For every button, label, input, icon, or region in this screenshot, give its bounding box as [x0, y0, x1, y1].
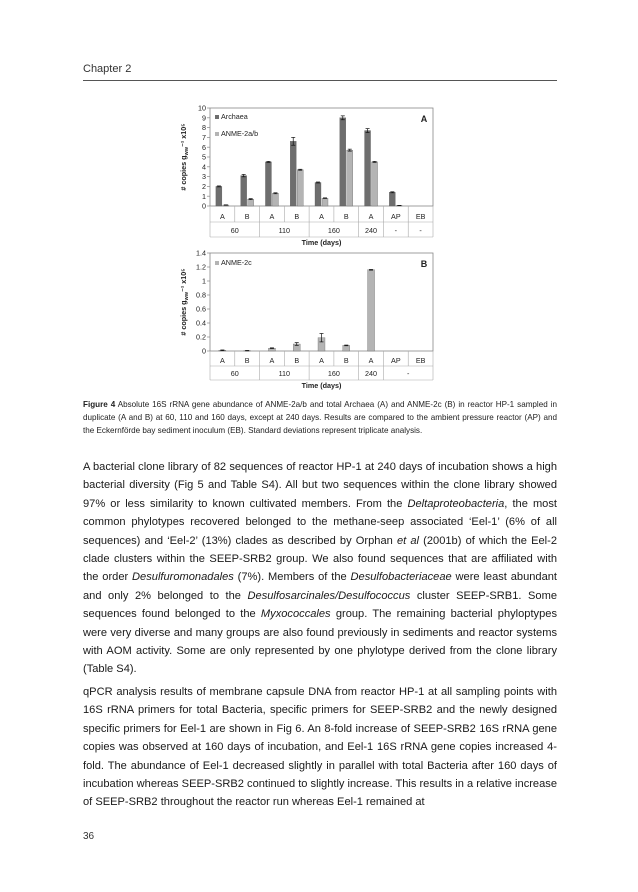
- category-label: A: [368, 212, 374, 221]
- legend-swatch: [215, 115, 219, 119]
- group-label: 110: [278, 369, 291, 378]
- category-label: A: [319, 356, 324, 365]
- category-label: B: [244, 212, 250, 221]
- y-tick-label: 7: [202, 133, 206, 142]
- group-label: 240: [365, 226, 378, 235]
- text-run-italic: et al: [396, 534, 420, 547]
- text-run: group. The remaining bacterial phyloptypes were very diverse and many groups are also found previously in sediments and reactor systems with AOM activity. Some are only represented by one phylotype derived from the clone library (Table S4).: [83, 608, 557, 676]
- chapter-header: Chapter 2: [83, 63, 132, 75]
- y-tick-label: 3: [202, 172, 206, 182]
- chart-a: [0, 95, 638, 255]
- bar: [389, 192, 395, 206]
- y-axis-label: # copies $g_{ww}^{-1}$ x10⁵: [179, 268, 190, 336]
- y-tick-label: 0.8: [196, 290, 206, 300]
- y-tick-label: 0: [202, 346, 206, 356]
- text-run: (2001b) of which the Eel-2 clade clusters within the SEEP-SRB2 group. We also found sequences that are affiliated with the order: [83, 534, 558, 584]
- group-label: -: [407, 369, 410, 378]
- bar: [248, 199, 254, 206]
- legend-label: Archaea: [221, 112, 248, 121]
- text-run-italic: Deltaproteobacteria: [407, 497, 505, 510]
- category-label: A: [319, 212, 324, 221]
- x-axis-label: Time (days): [301, 238, 342, 247]
- category-label: B: [244, 356, 250, 365]
- bar: [297, 170, 303, 206]
- y-tick-label: 1.2: [196, 262, 206, 272]
- y-tick-label: 9: [202, 113, 206, 123]
- y-axis-label: # copies $g_{ww}^{-1}$ x10⁵: [179, 123, 190, 191]
- bar: [272, 193, 278, 206]
- text-run: cluster SEEP-SRB1. Some sequences found belonged to the: [83, 589, 557, 621]
- y-tick-label: 1: [202, 276, 206, 286]
- paragraph-qpcr: qPCR analysis results of membrane capsule DNA from reactor HP-1 at all sampling points with 16S rRNA primers for total Bacteria, specific primers for SEEP-SRB2 and the newly designed specific primers for Eel-1 are shown in Fig 6. An 8-fold increase of SEEP-SRB2 16S rRNA gene copies was observed at 160 days of incubation, and Eel-1 16S rRNA gene copies increased 4-fold. The abundance of Eel-1 decreased slightly in parallel with total Bacteria after 160 days of incubation whereas SEEP-SRB2 continued to slightly increase. This results in a relative increase of SEEP-SRB2 throughout the reactor run whereas Eel-1 remained at: [83, 686, 557, 809]
- text-run-italic: Myxococcales: [260, 608, 331, 621]
- panel-label: B: [420, 259, 428, 269]
- text-run: (7%). Members of the: [233, 571, 351, 584]
- y-tick-label: 10: [198, 103, 206, 113]
- group-label: 60: [230, 226, 239, 235]
- y-tick-label: 1: [202, 191, 206, 201]
- y-tick-label: 2: [202, 182, 206, 191]
- group-label: -: [394, 226, 398, 235]
- text-run: , the most common phylotypes recovered belonged to the methane-seep associated ‘Eel-1’ (6% of all sequences) and ‘Eel-2’ (13%) clades as described by Orphan: [83, 497, 557, 547]
- bar: [365, 131, 371, 206]
- group-label: 240: [365, 369, 378, 378]
- y-tick-label: 5: [202, 152, 206, 162]
- bar: [315, 182, 321, 206]
- legend-label: ANME-2c: [221, 258, 252, 267]
- bar: [290, 141, 296, 206]
- text-run: were least abundant and only 2% belonged to the: [83, 571, 558, 602]
- bar: [368, 270, 375, 351]
- panel-label: A: [420, 114, 428, 124]
- bar: [241, 176, 247, 206]
- paragraph-clone-library: [83, 458, 557, 679]
- group-label: 60: [230, 369, 239, 378]
- group-label: -: [419, 226, 422, 235]
- group-label: 160: [327, 369, 340, 378]
- page-number: 36: [83, 831, 95, 842]
- bar: [372, 162, 378, 206]
- category-label: A: [269, 212, 275, 221]
- category-label: B: [294, 356, 300, 365]
- legend-swatch: [215, 132, 219, 136]
- category-label: A: [368, 356, 374, 365]
- text-run-italic: Desulfobacteriaceae: [350, 571, 452, 584]
- y-tick-label: 0.6: [196, 304, 206, 314]
- text-run-italic: Desulfosarcinales/Desulfococcus: [247, 589, 411, 602]
- category-label: AP: [391, 212, 401, 221]
- y-tick-label: 1.4: [196, 248, 206, 258]
- chart-b: [0, 240, 638, 395]
- caption-text: Absolute 16S rRNA gene abundance of ANME-2a/b and total Archaea (A) and ANME-2c (B) in reactor HP-1 sampled in duplicate (A and B) at 60, 110 and 160 days, except at 240 days. Results are compared to the ambient pressure reactor (AP) and the Eckernförde bay sediment inoculum (EB). Standard deviations represent triplicate analysis.: [83, 400, 557, 435]
- bar: [265, 162, 271, 206]
- category-label: EB: [415, 212, 426, 221]
- group-label: 110: [278, 226, 291, 235]
- text-run-italic: Desulfuromonadales: [132, 571, 234, 584]
- bar: [322, 198, 328, 206]
- y-tick-label: 0.4: [196, 318, 206, 328]
- category-label: B: [343, 356, 349, 365]
- bar: [347, 150, 353, 206]
- category-label: A: [219, 356, 225, 365]
- caption-label: Figure 4: [83, 400, 116, 409]
- category-label: EB: [415, 356, 426, 365]
- bar: [343, 345, 350, 351]
- figure-caption: [83, 398, 557, 437]
- group-label: 160: [327, 226, 340, 235]
- bar: [340, 118, 346, 206]
- legend-label: ANME-2a/b: [221, 129, 259, 138]
- y-tick-label: 8: [202, 123, 206, 133]
- y-tick-label: 0.2: [196, 332, 206, 342]
- y-tick-label: 4: [202, 162, 206, 172]
- category-label: A: [269, 356, 275, 365]
- header-rule: [83, 80, 557, 81]
- y-tick-label: 6: [202, 142, 206, 152]
- bar: [216, 186, 222, 206]
- x-axis-label: Time (days): [301, 381, 342, 390]
- y-tick-label: 0: [202, 201, 206, 211]
- category-label: B: [294, 212, 300, 221]
- category-label: A: [219, 212, 225, 221]
- category-label: B: [343, 212, 349, 221]
- text-run: A bacterial clone library of 82 sequences of reactor HP-1 at 240 days of incubation shows a high bacterial diversity (Fig 5 and Table S4). All but two sequences within the clone library showed 97% or less similarity to known cultivated members. From the: [83, 461, 557, 510]
- legend-swatch: [215, 261, 219, 265]
- category-label: AP: [391, 356, 401, 365]
